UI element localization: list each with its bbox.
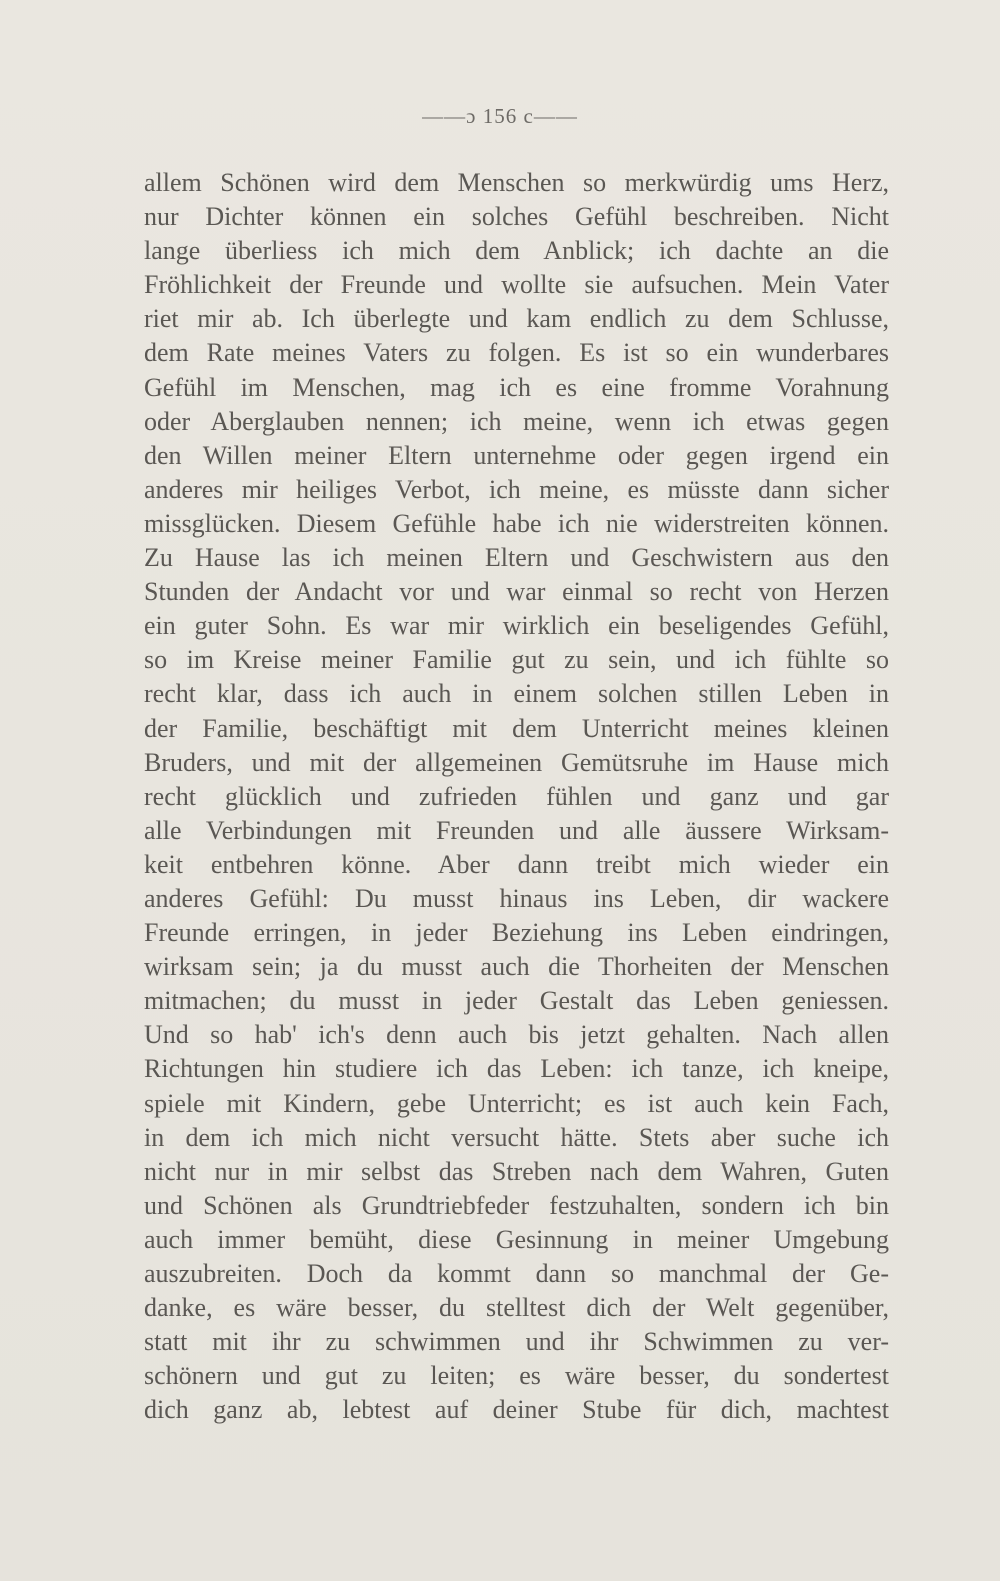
text-line: den Willen meiner Eltern unternehme oder gegen irgend ein (144, 440, 889, 470)
text-line: wirksam sein; ja du musst auch die Thorheiten der Menschen (144, 952, 889, 982)
text-line: Stunden der Andacht vor und war einmal so recht von Herzen (144, 577, 889, 607)
text-line: ein guter Sohn. Es war mir wirklich ein beseligendes Gefühl, (144, 611, 889, 641)
text-line: Richtungen hin studiere ich das Leben: ich tanze, ich kneipe, (144, 1054, 889, 1084)
text-line: Fröhlichkeit der Freunde und wollte sie aufsuchen. Mein Vater (144, 270, 889, 300)
text-line: schönern und gut zu leiten; es wäre besser, du sondertest (144, 1361, 889, 1391)
text-line: Bruders, und mit der allgemeinen Gemütsruhe im Hause mich (144, 747, 889, 777)
text-line: oder Aberglauben nennen; ich meine, wenn ich etwas gegen (144, 406, 889, 436)
text-line: anderes Gefühl: Du musst hinaus ins Leben, dir wackere (144, 883, 889, 913)
text-line: in dem ich mich nicht versucht hätte. Stets aber suche ich (144, 1122, 889, 1152)
text-line: riet mir ab. Ich überlegte und kam endlich zu dem Schlusse, (144, 304, 889, 334)
text-line: nicht nur in mir selbst das Streben nach dem Wahren, Guten (144, 1156, 889, 1186)
text-line: lange überliess ich mich dem Anblick; ich dachte an die (144, 236, 889, 266)
text-line: auszubreiten. Doch da kommt dann so manchmal der Ge- (144, 1259, 889, 1288)
text-line: und Schönen als Grundtriebfeder festzuhalten, sondern ich bin (144, 1190, 889, 1220)
text-line: alle Verbindungen mit Freunden und alle äussere Wirksam- (144, 815, 889, 845)
page-number-header: ——ɔ 156 c—— (422, 104, 578, 128)
text-line: dem Rate meines Vaters zu folgen. Es ist so ein wunderbares (144, 338, 889, 368)
text-line: der Familie, beschäftigt mit dem Unterricht meines kleinen (144, 713, 889, 743)
text-line: spiele mit Kindern, gebe Unterricht; es ist auch kein Fach, (144, 1088, 889, 1118)
text-line: danke, es wäre besser, du stelltest dich der Welt gegenüber, (144, 1293, 889, 1323)
text-line: dich ganz ab, lebtest auf deiner Stube für dich, machtest (144, 1395, 889, 1425)
text-line: Und so hab' ich's denn auch bis jetzt gehalten. Nach allen (144, 1020, 889, 1050)
text-line: auch immer bemüht, diese Gesinnung in meiner Umgebung (144, 1224, 889, 1254)
text-line: anderes mir heiliges Verbot, ich meine, es müsste dann sicher (144, 474, 889, 504)
text-line: Zu Hause las ich meinen Eltern und Geschwistern aus den (144, 543, 889, 573)
text-line: recht klar, dass ich auch in einem solchen stillen Leben in (144, 679, 889, 709)
text-line: recht glücklich und zufrieden fühlen und ganz und gar (144, 781, 889, 811)
text-line: Freunde erringen, in jeder Beziehung ins Leben eindringen, (144, 918, 889, 948)
text-line: allem Schönen wird dem Menschen so merkwürdig ums Herz, (144, 168, 889, 197)
text-line: missglücken. Diesem Gefühle habe ich nie widerstreiten können. (144, 508, 889, 538)
text-line: Gefühl im Menschen, mag ich es eine fromme Vorahnung (144, 372, 889, 402)
text-line: so im Kreise meiner Familie gut zu sein, und ich fühlte so (144, 645, 889, 675)
body-text (144, 166, 889, 1427)
text-line: keit entbehren könne. Aber dann treibt mich wieder ein (144, 849, 889, 879)
text-line: statt mit ihr zu schwimmen und ihr Schwimmen zu ver- (144, 1327, 889, 1357)
text-line: mitmachen; du musst in jeder Gestalt das Leben geniessen. (144, 986, 889, 1016)
text-line: nur Dichter können ein solches Gefühl beschreiben. Nicht (144, 202, 889, 232)
